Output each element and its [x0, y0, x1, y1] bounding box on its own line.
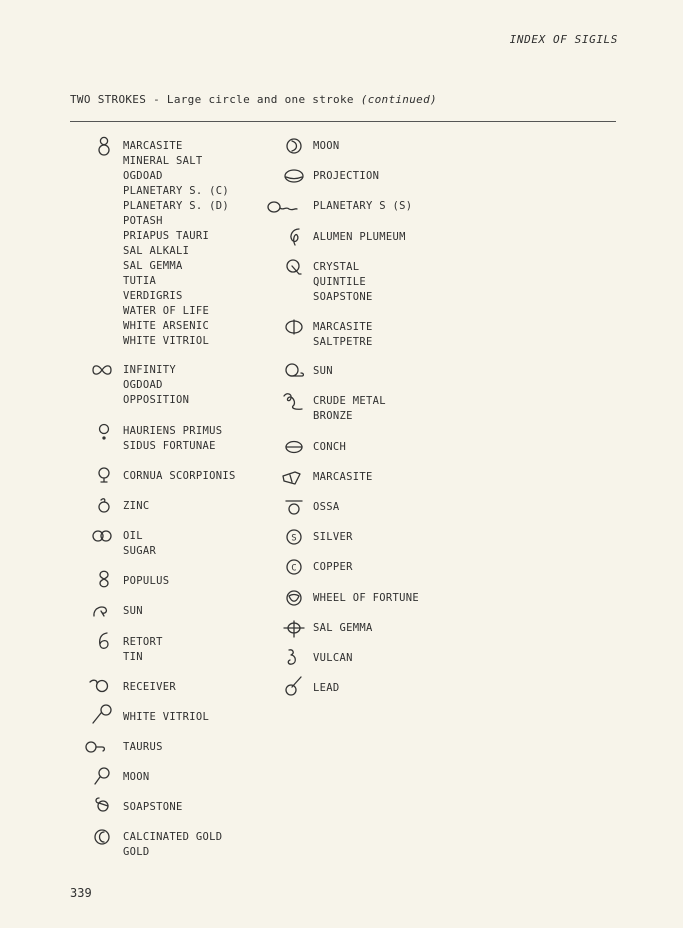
looped-script-sigil-icon: [283, 225, 307, 249]
entry-label: RETORT: [123, 636, 163, 648]
entry-label: SIDUS FORTUNAE: [123, 440, 216, 452]
entry-label: TIN: [123, 651, 143, 663]
infinity-sigil-icon: [90, 359, 114, 381]
index-entry: [123, 800, 183, 815]
curl-over-circle-sigil-icon: [90, 793, 114, 815]
entry-label: CRYSTAL: [313, 261, 360, 273]
index-entry: [313, 651, 353, 666]
entry-label: TAURUS: [123, 741, 163, 753]
entry-label: QUINTILE: [313, 276, 366, 288]
entry-label: SALTPETRE: [313, 336, 373, 348]
circle-with-inner-crescent-sigil-icon: [282, 135, 306, 157]
index-entry: [313, 681, 340, 696]
circle-with-hook-sigil-icon: [84, 736, 110, 758]
index-entry: [313, 621, 373, 636]
section-heading: [70, 93, 437, 106]
entry-label: SAL GEMMA: [123, 260, 183, 272]
wheel-sigil-icon: [282, 587, 306, 609]
divided-oval-sigil-icon: [282, 165, 306, 187]
entry-label: COPPER: [313, 561, 353, 573]
index-entry: [313, 394, 386, 424]
index-entry: [123, 529, 156, 559]
entry-label: SOAPSTONE: [313, 291, 373, 303]
entry-label: WHITE VITRIOL: [123, 711, 210, 723]
entry-label: GOLD: [123, 846, 150, 858]
entry-label: CONCH: [313, 441, 347, 453]
entry-label: SILVER: [313, 531, 353, 543]
running-header: INDEX OF SIGILS: [509, 33, 618, 46]
index-entry: [313, 470, 373, 485]
index-entry: [313, 560, 353, 575]
entry-label: OSSA: [313, 501, 340, 513]
circle-with-tail-sigil-icon: [92, 465, 116, 487]
entry-label: MARCASITE: [123, 140, 183, 152]
index-entry: [313, 169, 379, 184]
index-entry: [123, 363, 189, 408]
concentric-crescent-sigil-icon: [90, 826, 114, 848]
bar-over-circle-sigil-icon: [282, 496, 306, 518]
entry-label: ALUMEN PLUMEUM: [313, 231, 406, 243]
index-entry: [123, 635, 163, 665]
entry-label: PLANETARY S. (C): [123, 185, 229, 197]
entry-label: MOON: [123, 771, 150, 783]
heading-continued: (continued): [360, 93, 437, 106]
crossed-oval-sigil-icon: [282, 617, 306, 639]
index-entry: [313, 199, 412, 214]
oval-with-bar-sigil-icon: [282, 436, 306, 458]
entry-label: RECEIVER: [123, 681, 176, 693]
entry-label: VERDIGRIS: [123, 290, 183, 302]
index-entry: [123, 740, 163, 755]
index-entry: [123, 139, 229, 349]
entry-label: MINERAL SALT: [123, 155, 203, 167]
double-loop-sigil-icon: [90, 525, 114, 547]
entry-label: SUN: [313, 365, 333, 377]
entry-label: LEAD: [313, 682, 340, 694]
entry-label: INFINITY: [123, 364, 176, 376]
entry-label: CRUDE METAL: [313, 395, 386, 407]
circle-with-slash-sigil-icon: [282, 675, 306, 697]
entry-label: MARCASITE: [313, 471, 373, 483]
entry-label: MARCASITE: [313, 321, 373, 333]
index-entry: [313, 530, 353, 545]
entry-label: WHITE VITRIOL: [123, 335, 210, 347]
index-entry: [123, 680, 176, 695]
entry-label: PLANETARY S (S): [313, 200, 413, 212]
entry-label: OGDOAD: [123, 379, 163, 391]
page-number: 339: [70, 886, 92, 900]
index-entry: [123, 469, 236, 484]
entry-label: OGDOAD: [123, 170, 163, 182]
index-entry: [123, 710, 209, 725]
entry-label: SUN: [123, 605, 143, 617]
entry-label: POPULUS: [123, 575, 170, 587]
entry-label: WHEEL OF FORTUNE: [313, 592, 419, 604]
entry-label: TUTIA: [123, 275, 157, 287]
entry-label: VULCAN: [313, 652, 353, 664]
open-loop-sigil-icon: [90, 599, 114, 621]
index-entry: [123, 574, 169, 589]
entry-label: OPPOSITION: [123, 394, 190, 406]
entry-label: ZINC: [123, 500, 150, 512]
circle-on-stem-sigil-icon: [90, 764, 114, 788]
hooked-three-sigil-icon: [282, 646, 306, 668]
entry-label: HAURIENS PRIMUS: [123, 425, 223, 437]
oval-with-wave-sigil-icon: [266, 197, 300, 219]
entry-label: SOAPSTONE: [123, 801, 183, 813]
six-shape-sigil-icon: [92, 630, 116, 652]
index-entry: [123, 604, 143, 619]
svg-text:C: C: [291, 563, 297, 574]
entry-label: PROJECTION: [313, 170, 380, 182]
circle-with-c-sigil-icon: [282, 556, 306, 578]
entry-label: MOON: [313, 140, 340, 152]
index-entry: [123, 424, 222, 454]
index-entry: [313, 320, 373, 350]
entry-label: BRONZE: [313, 410, 353, 422]
entry-label: PRIAPUS TAURI: [123, 230, 210, 242]
index-entry: [313, 230, 406, 245]
entry-label: WHITE ARSENIC: [123, 320, 210, 332]
index-entry: [313, 591, 419, 606]
circle-with-vertical-bar-sigil-icon: [282, 316, 306, 338]
hooked-circle-sigil-icon: [88, 674, 112, 696]
index-entry: [313, 500, 340, 515]
circle-with-tail-q-sigil-icon: [282, 256, 306, 278]
entry-label: CALCINATED GOLD: [123, 831, 223, 843]
stacked-loops-sigil-icon: [92, 568, 116, 590]
index-entry: [313, 260, 373, 305]
svg-text:S: S: [291, 533, 297, 544]
entry-label: CORNUA SCORPIONIS: [123, 470, 236, 482]
index-entry: [313, 364, 333, 379]
entry-label: SAL GEMMA: [313, 622, 373, 634]
index-entry: [313, 440, 346, 455]
index-entry: [313, 139, 340, 154]
index-entry: [123, 770, 150, 785]
stemmed-circle-sigil-icon: [90, 702, 116, 728]
entry-label: SUGAR: [123, 545, 157, 557]
index-entry: [123, 830, 222, 860]
entry-label: OIL: [123, 530, 143, 542]
swirl-with-tail-sigil-icon: [280, 389, 306, 413]
entry-label: POTASH: [123, 215, 163, 227]
circle-with-s-sigil-icon: [282, 526, 306, 548]
entry-label: SAL ALKALI: [123, 245, 190, 257]
skewed-box-sigil-icon: [280, 466, 304, 488]
heading-rule: [70, 121, 616, 122]
figure-eight-sigil-icon: [92, 134, 116, 158]
entry-label: WATER OF LIFE: [123, 305, 210, 317]
circle-with-flourish-sigil-icon: [92, 493, 116, 515]
heading-main: TWO STROKES - Large circle and one stroke: [70, 93, 354, 106]
circle-with-base-line-sigil-icon: [282, 360, 306, 382]
index-entry: [123, 499, 150, 514]
entry-label: PLANETARY S. (D): [123, 200, 229, 212]
circle-over-dot-sigil-icon: [92, 421, 116, 443]
